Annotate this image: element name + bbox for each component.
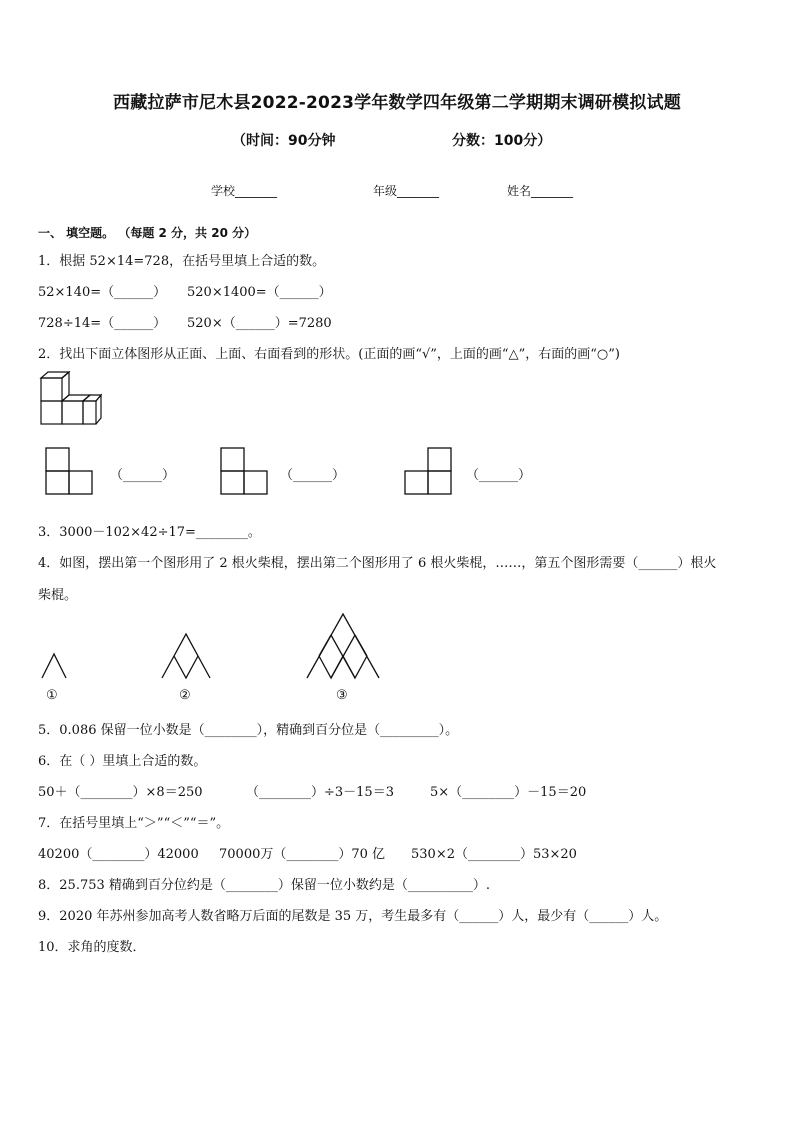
matchstick-figure-3 <box>305 612 381 680</box>
section-heading: 一、 填空题。 （每题 2 分，共 20 分） <box>38 226 257 240</box>
cube-figure <box>38 370 102 428</box>
school-field: 学校_______ <box>211 184 278 198</box>
question-7b: 70000万（________）70 亿 <box>219 847 386 862</box>
question-1c: 728÷14=（______） <box>38 316 167 331</box>
exam-time: （时间：90分钟 <box>232 133 336 149</box>
question-1a: 52×140=（______） <box>38 285 167 300</box>
figure-label-1: ① <box>46 688 58 703</box>
question-2: 2．找出下面立体图形从正面、上面、右面看到的形状。(正面的画“√”，上面的画“△”，右面的画“○”) <box>38 347 620 362</box>
figure-label-2: ② <box>179 688 191 703</box>
question-5: 5．0.086 保留一位小数是（________），精确到百分位是（_________）。 <box>38 723 459 738</box>
matchstick-figure-2 <box>160 632 214 680</box>
question-8: 8．25.753 精确到百分位约是（________）保留一位小数约是（__________）. <box>38 878 491 893</box>
figure-label-3: ③ <box>336 688 348 703</box>
q2-blank-3[interactable]: （______） <box>466 468 532 483</box>
question-6b: （________）÷3－15＝3 <box>246 785 394 800</box>
question-10: 10．求角的度数． <box>38 940 146 955</box>
view-shape-1 <box>44 446 94 496</box>
question-7c: 530×2（________）53×20 <box>411 847 577 862</box>
question-7a: 40200（________）42000 <box>38 847 199 862</box>
question-7: 7．在括号里填上“＞”“＜”“＝”。 <box>38 816 230 831</box>
question-6c: 5×（________）－15＝20 <box>430 785 587 800</box>
q2-blank-1[interactable]: （______） <box>110 468 176 483</box>
question-6a: 50＋（________）×8＝250 <box>38 785 203 800</box>
question-3: 3．3000－102×42÷17=________。 <box>38 525 261 540</box>
view-shape-2 <box>219 446 269 496</box>
matchstick-figure-1 <box>40 652 70 680</box>
exam-score: 分数：100分） <box>452 133 552 149</box>
question-4-line-2: 柴棍。 <box>38 588 78 603</box>
name-field: 姓名_______ <box>507 184 574 198</box>
grade-field: 年级_______ <box>373 184 440 198</box>
q2-blank-2[interactable]: （______） <box>280 468 346 483</box>
question-1d: 520×（______）=7280 <box>187 316 332 331</box>
question-1b: 520×1400=（______） <box>187 285 332 300</box>
page-title: 西藏拉萨市尼木县2022-2023学年数学四年级第二学期期末调研模拟试题 <box>113 93 681 113</box>
question-1: 1．根据 52×14=728，在括号里填上合适的数。 <box>38 254 326 269</box>
question-4-line-1: 4．如图，摆出第一个图形用了 2 根火柴棍，摆出第二个图形用了 6 根火柴棍，……，第五个图形需要（______）根火 <box>38 556 717 571</box>
question-6: 6．在（ ）里填上合适的数。 <box>38 754 207 769</box>
question-9: 9．2020 年苏州参加高考人数省略万后面的尾数是 35 万，考生最多有（______）人，最少有（______）人。 <box>38 909 668 924</box>
view-shape-3 <box>403 446 453 496</box>
